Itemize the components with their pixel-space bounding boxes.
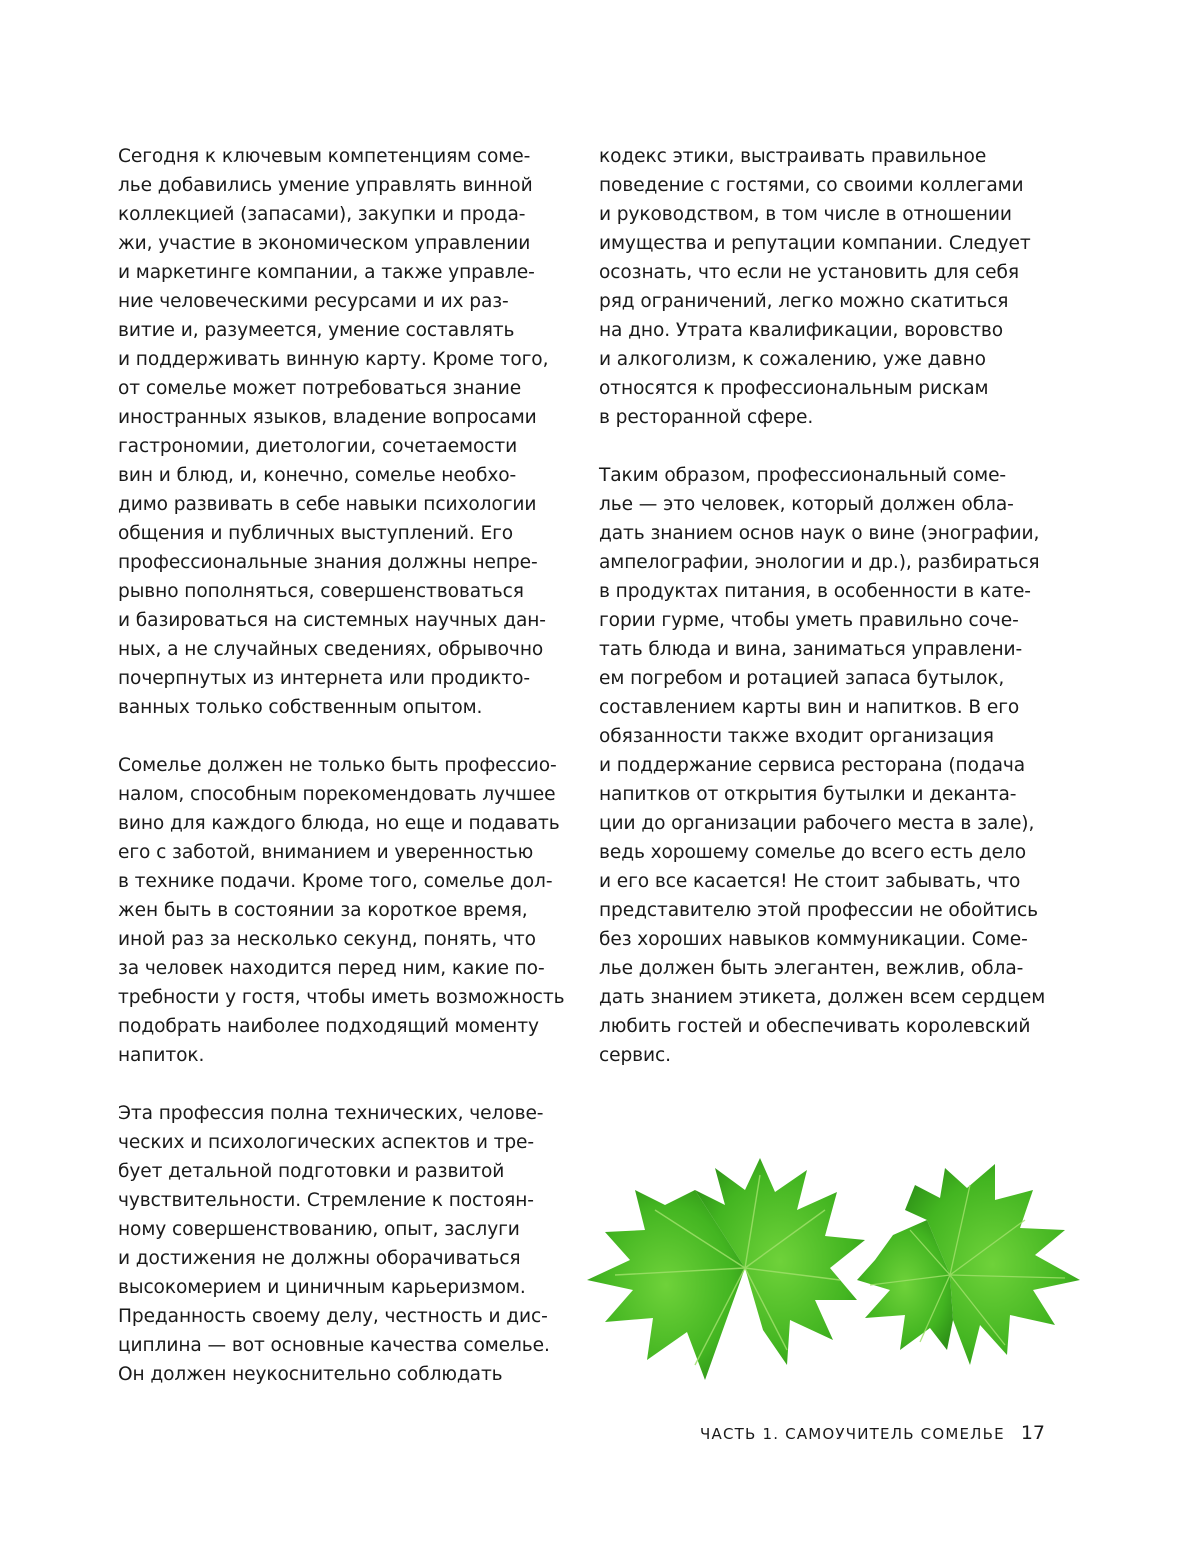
text-line: лье должен быть элегантен, вежлив, обла- [599, 958, 1024, 979]
paragraph [118, 142, 568, 722]
text-line: его с заботой, вниманием и уверенностью [118, 842, 534, 863]
text-line: вин и блюд, и, конечно, сомелье необхо- [118, 465, 517, 486]
text-line: чувствительности. Стремление к постоян- [118, 1190, 534, 1211]
text-line: вино для каждого блюда, но еще и подавать [118, 813, 560, 834]
text-line: ному совершенствованию, опыт, заслуги [118, 1219, 520, 1240]
text-line: ем погребом и ротацией запаса бутылок, [599, 668, 1005, 689]
text-line: жи, участие в экономическом управлении [118, 233, 531, 254]
text-line: напиток. [118, 1045, 205, 1066]
text-line: налом, способным порекомендовать лучшее [118, 784, 556, 805]
text-line: бует детальной подготовки и развитой [118, 1161, 505, 1182]
text-line: ние человеческими ресурсами и их раз- [118, 291, 509, 312]
paragraph [599, 461, 1059, 1070]
text-line: лье — это человек, который должен обла- [599, 494, 1014, 515]
text-line: без хороших навыков коммуникации. Соме- [599, 929, 1028, 950]
text-line: гории гурме, чтобы уметь правильно соче- [599, 610, 1019, 631]
text-line: димо развивать в себе навыки психологии [118, 494, 537, 515]
text-line: и поддержание сервиса ресторана (подача [599, 755, 1026, 776]
grape-leaves-image [575, 1150, 1095, 1410]
text-line: рывно пополняться, совершенствоваться [118, 581, 524, 602]
text-line: витие и, разумеется, умение составлять [118, 320, 515, 341]
text-line: иностранных языков, владение вопросами [118, 407, 537, 428]
text-line: и базироваться на системных научных дан- [118, 610, 546, 631]
text-line: за человек находится перед ним, какие по- [118, 958, 545, 979]
text-line: в продуктах питания, в особенности в кате- [599, 581, 1031, 602]
text-line: дать знанием основ наук о вине (энографии, [599, 523, 1040, 544]
text-line: коллекцией (запасами), закупки и прода- [118, 204, 526, 225]
text-line: любить гостей и обеспечивать королевский [599, 1016, 1031, 1037]
text-line: требности у гостя, чтобы иметь возможность [118, 987, 565, 1008]
text-line: лье добавились умение управлять винной [118, 175, 533, 196]
text-line: гастрономии, диетологии, сочетаемости [118, 436, 518, 457]
text-line: общения и публичных выступлений. Его [118, 523, 514, 544]
text-line: ции до организации рабочего места в зале), [599, 813, 1035, 834]
text-line: в ресторанной сфере. [599, 407, 814, 428]
text-line: почерпнутых из интернета или продикто- [118, 668, 531, 689]
text-line: Сегодня к ключевым компетенциям соме- [118, 146, 531, 167]
text-line: профессиональные знания должны непре- [118, 552, 538, 573]
paragraph [599, 142, 1059, 432]
text-line: и его все касается! Не стоит забывать, что [599, 871, 1021, 892]
text-line: Таким образом, профессиональный соме- [599, 465, 1007, 486]
text-line: представителю этой профессии не обойтись [599, 900, 1038, 921]
text-line: от сомелье может потребоваться знание [118, 378, 522, 399]
paragraph [118, 1099, 568, 1389]
text-line: сервис. [599, 1045, 671, 1066]
running-section-title: ЧАСТЬ 1. САМОУЧИТЕЛЬ СОМЕЛЬЕ [700, 1425, 1005, 1443]
right-column [599, 142, 1059, 1099]
text-line: ванных только собственным опытом. [118, 697, 483, 718]
text-line: и маркетинге компании, а также управле- [118, 262, 535, 283]
grape-leaf-left [587, 1158, 865, 1380]
page-footer [700, 1422, 1045, 1444]
text-line: имущества и репутации компании. Следует [599, 233, 1031, 254]
text-line: осознать, что если не установить для себя [599, 262, 1019, 283]
text-line: и алкоголизм, к сожалению, уже давно [599, 349, 986, 370]
paragraph [118, 751, 568, 1070]
text-line: Сомелье должен не только быть профессио- [118, 755, 557, 776]
text-line: напитков от открытия бутылки и деканта- [599, 784, 1017, 805]
text-line: ряд ограничений, легко можно скатиться [599, 291, 1009, 312]
text-line: относятся к профессиональным рискам [599, 378, 989, 399]
text-line: тать блюда и вина, заниматься управлени- [599, 639, 1023, 660]
text-line: циплина — вот основные качества сомелье. [118, 1335, 550, 1356]
text-line: и достижения не должны оборачиваться [118, 1248, 521, 1269]
page-number: 17 [1020, 1422, 1045, 1444]
text-line: Преданность своему делу, честность и дис- [118, 1306, 548, 1327]
text-line: ведь хорошему сомелье до всего есть дело [599, 842, 1027, 863]
text-line: Он должен неукоснительно соблюдать [118, 1364, 503, 1385]
left-column [118, 142, 568, 1418]
grape-leaf-right [857, 1164, 1080, 1365]
text-line: ческих и психологических аспектов и тре- [118, 1132, 535, 1153]
text-line: ных, а не случайных сведениях, обрывочно [118, 639, 544, 660]
text-line: подобрать наиболее подходящий моменту [118, 1016, 539, 1037]
text-line: в технике подачи. Кроме того, сомелье дол- [118, 871, 553, 892]
text-line: дать знанием этикета, должен всем сердцем [599, 987, 1046, 1008]
text-line: ампелографии, энологии и др.), разбираться [599, 552, 1040, 573]
text-line: обязанности также входит организация [599, 726, 994, 747]
text-line: жен быть в состоянии за короткое время, [118, 900, 528, 921]
text-line: поведение с гостями, со своими коллегами [599, 175, 1024, 196]
text-line: иной раз за несколько секунд, понять, что [118, 929, 536, 950]
text-line: кодекс этики, выстраивать правильное [599, 146, 987, 167]
text-line: и руководством, в том числе в отношении [599, 204, 1012, 225]
text-line: на дно. Утрата квалификации, воровство [599, 320, 1004, 341]
text-line: Эта профессия полна технических, челове- [118, 1103, 544, 1124]
text-line: и поддерживать винную карту. Кроме того, [118, 349, 549, 370]
text-line: высокомерием и циничным карьеризмом. [118, 1277, 526, 1298]
text-line: составлением карты вин и напитков. В его [599, 697, 1020, 718]
